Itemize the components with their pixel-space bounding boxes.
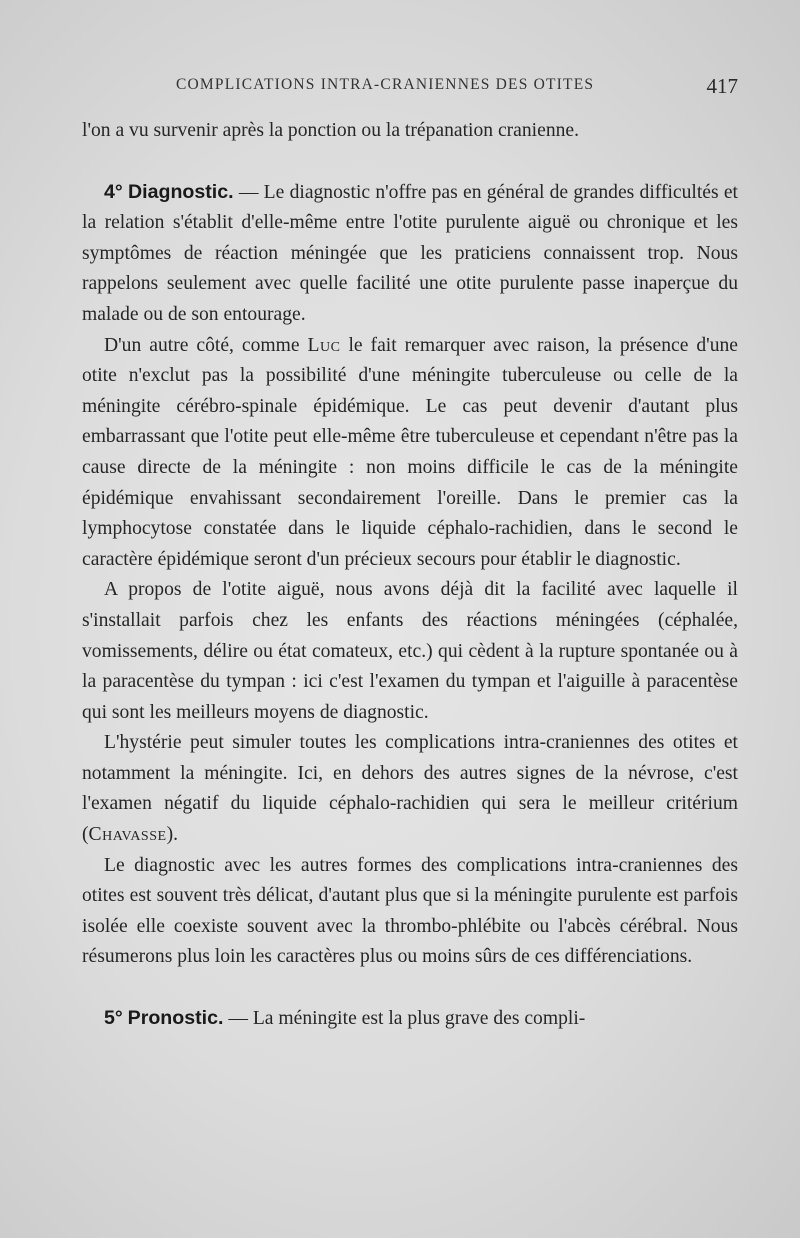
paragraph-pronostic — [82, 1003, 738, 1035]
section-number: 5° — [104, 1007, 123, 1030]
section-heading-pronostic: Pronostic. — [127, 1007, 224, 1030]
paragraph-text: D'un autre côté, comme — [104, 334, 308, 356]
paragraph-text: — La méningite est la plus grave des compli- — [223, 1008, 586, 1030]
paragraph-text: A propos de l'otite aiguë, nous avons déjà dit la facilité avec laquelle il s'installait parfois chez les enfants des réactions méningées (céphalée, vomissements, délire ou état comateux, etc.) qui cèdent à la rupture spontanée ou à la paracentèse du tympan : ici c'est l'examen du tympan et l'aiguille à paracentèse qui sont les meilleurs moyens de diagnostic. — [82, 579, 738, 723]
paragraph-text: L'hystérie peut simuler toutes les complications intra-craniennes des otites et notamment la méningite. Ici, en dehors des autres signes de la névrose, c'est l'examen négatif du liquide céphalo-rachidien qui sera le meilleur critérium ( — [82, 732, 738, 846]
paragraph-text: le fait remarquer avec raison, la présence d'une otite n'exclut pas la possibilité d'une méningite tuberculeuse ou celle de la méningite cérébro-spinale épidémique. Le cas peut devenir d'autant plus embarrassant que l'otite peut elle-même être tuberculeuse et cependant n'être pas la cause directe de la méningite : non moins difficile le cas de la méningite épidémique envahissant secondairement l'oreille. Dans le premier cas la lymphocytose constatée dans le liquide céphalo-rachidien, dans le second le caractère épidémique seront d'un précieux secours pour établir le diagnostic. — [82, 334, 738, 570]
section-heading-diagnostic: Diagnostic. — [127, 180, 234, 203]
section-number: 4° — [104, 180, 123, 203]
paragraph-text: l'on a vu survenir après la ponction ou la trépanation cranienne. — [82, 120, 580, 141]
paragraph-hysterie — [82, 728, 738, 850]
paragraph-text: Le diagnostic avec les autres formes des complications intra-craniennes des otites est souvent très délicat, d'autant plus que si la méningite purulente est parfois isolée elle coexiste souvent avec la thrombo-phlébite ou l'abcès cérébral. Nous résumerons plus loin les caractères plus ou moins sûrs de ces différenciations. — [82, 854, 738, 968]
running-title: COMPLICATIONS INTRA-CRANIENNES DES OTITES — [176, 76, 595, 93]
paragraph-diagnostic — [82, 177, 738, 331]
paragraph-text: ). — [166, 824, 178, 846]
paragraph-text: — Le diagnostic n'offre pas en général de grandes difficultés et la relation s'établit d'elle-même entre l'otite purulente aiguë ou chronique et les symptômes de réaction méningée que les praticiens connaissent trop. Nous rappelons seulement avec quelle facilité une otite purulente passe inaperçue du malade ou de son entourage. — [82, 181, 738, 325]
paragraph-luc — [82, 331, 738, 576]
paragraph-otite-aigue — [82, 575, 738, 728]
paragraph-formes — [82, 851, 738, 973]
body-text — [82, 116, 738, 1035]
author-name: Chavasse — [88, 824, 167, 846]
paragraph-continuation — [82, 116, 738, 147]
page-number: 417 — [706, 74, 738, 98]
page-header — [176, 74, 738, 104]
author-name: Luc — [307, 334, 341, 356]
